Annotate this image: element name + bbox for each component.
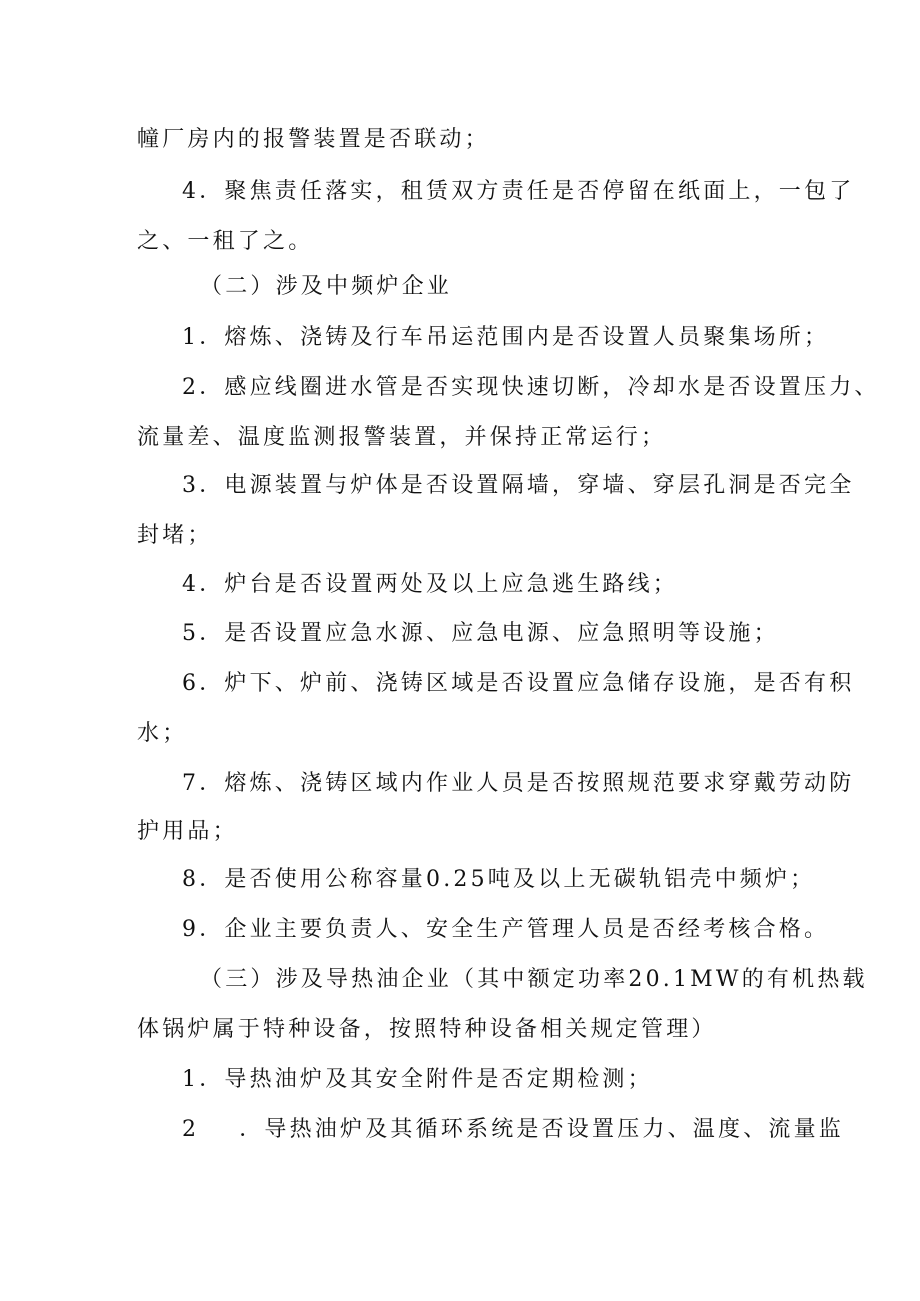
paragraph-line: 4．炉台是否设置两处及以上应急逃生路线； xyxy=(182,572,678,597)
list-number: 2 xyxy=(182,1117,200,1142)
paragraph-line: 1．熔炼、浇铸及行车吊运范围内是否设置人员聚集场所； xyxy=(182,325,830,350)
paragraph-line: 封堵； xyxy=(137,523,213,548)
list-text: ．导热油炉及其循环系统是否设置压力、温度、流量监 xyxy=(239,1117,845,1142)
section-heading: （二）涉及中频炉企业 xyxy=(200,274,453,299)
paragraph-line: 体锅炉属于特种设备，按照特种设备相关规定管理） xyxy=(137,1017,717,1042)
paragraph-line: 水； xyxy=(137,721,188,746)
paragraph-line: 8．是否使用公称容量0.25吨及以上无碳轨铝壳中频炉； xyxy=(182,867,816,892)
paragraph-line: 7．熔炼、浇铸区域内作业人员是否按照规范要求穿戴劳动防 xyxy=(182,771,855,796)
paragraph-line: 1．导热油炉及其安全附件是否定期检测； xyxy=(182,1067,653,1092)
paragraph-line xyxy=(0,1110,920,1150)
section-heading: （三）涉及导热油企业（其中额定功率20.1MW的有机热载 xyxy=(200,967,868,992)
paragraph-line: 2．感应线圈进水管是否实现快速切断，冷却水是否设置压力、 xyxy=(182,375,880,400)
paragraph-line: 幢厂房内的报警装置是否联动； xyxy=(137,127,490,152)
paragraph-line: 之、一租了之。 xyxy=(137,229,314,254)
paragraph-line: 3．电源装置与炉体是否设置隔墙，穿墙、穿层孔洞是否完全 xyxy=(182,473,855,498)
paragraph-line: 流量差、温度监测报警装置，并保持正常运行； xyxy=(137,425,667,450)
paragraph-line: 护用品； xyxy=(137,819,238,844)
paragraph-line: 4．聚焦责任落实，租赁双方责任是否停留在纸面上，一包了 xyxy=(182,179,855,204)
paragraph-line: 5．是否设置应急水源、应急电源、应急照明等设施； xyxy=(182,621,779,646)
paragraph-line: 6．炉下、炉前、浇铸区域是否设置应急储存设施，是否有积 xyxy=(182,671,855,696)
paragraph-line: 9．企业主要负责人、安全生产管理人员是否经考核合格。 xyxy=(182,917,830,942)
